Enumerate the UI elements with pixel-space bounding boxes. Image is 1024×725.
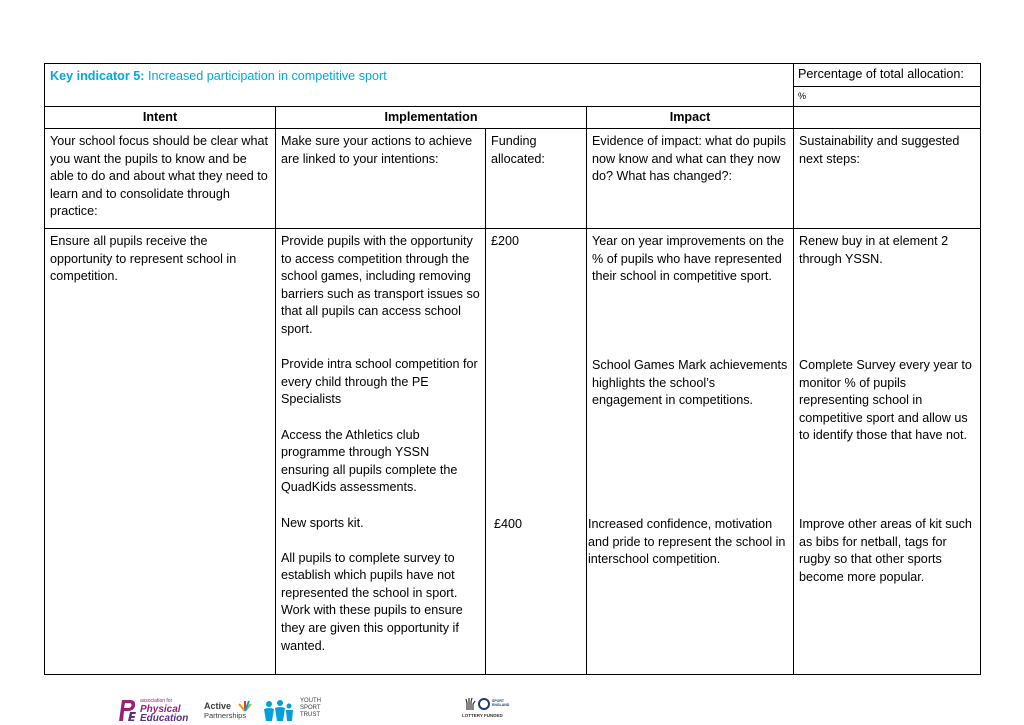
allocation-label: Percentage of total allocation: xyxy=(798,67,964,81)
sustainability-guidance xyxy=(794,129,981,229)
afpe-line3: Education xyxy=(140,713,189,724)
yst-line1: YOUTH xyxy=(300,698,321,704)
funding-guidance-text: Funding allocated: xyxy=(491,134,545,166)
impact-item: Increased confidence, motivation and pride to represent the school in interschool competition. xyxy=(588,517,786,567)
afpe-logo xyxy=(116,697,200,723)
funding-content xyxy=(486,229,587,675)
intent-guidance xyxy=(45,129,276,229)
yst-line3: TRUST xyxy=(300,712,320,718)
afpe-line1: association for xyxy=(140,698,173,704)
intent-column-header xyxy=(45,107,276,129)
intent-content xyxy=(45,229,276,675)
allocation-value: % xyxy=(798,91,807,101)
implementation-item: Provide pupils with the opportunity to access competition through the school games, including removing barriers such as transport issues so that all pupils can access school sport. xyxy=(281,234,480,336)
implementation-content xyxy=(276,229,486,675)
key-indicator-text: Increased participation in competitive sport xyxy=(147,69,387,83)
key-indicator-heading xyxy=(45,64,794,107)
key-indicator-label: Key indicator 5: xyxy=(50,69,145,83)
sport-england-text: SPORT ENGLAND xyxy=(492,699,510,707)
allocation-value-cell xyxy=(794,87,981,107)
impact-item: School Games Mark achievements highlights the school’s engagement in competitions. xyxy=(592,358,788,408)
blank-column-header xyxy=(794,107,981,129)
key-indicator-table xyxy=(44,63,981,675)
sustainability-item: Complete Survey every year to monitor % of pupils representing school in competitive sport and allow us to identify those that have not. xyxy=(799,358,972,443)
funding-amount: £400 xyxy=(494,517,523,531)
intent-text: Ensure all pupils receive the opportunity to represent school in competition. xyxy=(50,234,237,284)
yst-line2: SPORT xyxy=(300,705,321,711)
sunburst-icon xyxy=(238,700,252,712)
lottery-fingers-icon xyxy=(464,697,476,711)
implementation-header-text: Implementation xyxy=(384,110,478,124)
funding-guidance xyxy=(486,129,587,229)
active-line1: Active xyxy=(204,701,232,711)
intent-header-text: Intent xyxy=(142,110,178,124)
lottery-funded-text: LOTTERY FUNDED xyxy=(462,713,503,718)
implementation-guidance-text: Make sure your actions to achieve are linked to your intentions: xyxy=(281,134,473,166)
impact-column-header xyxy=(587,107,794,129)
sport-england-icon xyxy=(478,698,490,710)
funding-amount: £200 xyxy=(491,234,520,248)
active-partnerships-logo xyxy=(204,701,258,723)
implementation-item: Access the Athletics club programme through YSSN ensuring all pupils complete the QuadKids assessments. xyxy=(281,427,458,495)
lottery-funded-logo xyxy=(462,697,516,725)
intent-guidance-text: Your school focus should be clear what you want the pupils to know and be able to do and about what they need to learn and to consolidate through practice: xyxy=(50,134,268,219)
impact-item: Year on year improvements on the % of pupils who have represented their school in competitive sport. xyxy=(592,234,785,284)
impact-guidance xyxy=(587,129,794,229)
impact-header-text: Impact xyxy=(669,110,711,124)
sustainability-item: Improve other areas of kit such as bibs for netball, tags for rugby so that other sports become more popular. xyxy=(799,517,972,584)
implementation-item: New sports kit. xyxy=(281,515,364,530)
afpe-line2: Physical xyxy=(140,704,181,715)
youth-sport-trust-logo xyxy=(262,697,332,725)
implementation-item: All pupils to complete survey to establish which pupils have not represented the school in sport. Work with these pupils to ensure they are given this opportunity if wanted. xyxy=(281,550,463,653)
sustainability-guidance-text: Sustainability and suggested next steps: xyxy=(799,134,960,166)
impact-guidance-text: Evidence of impact: what do pupils now know and what can they now do? What has changed?: xyxy=(592,134,786,184)
afpe-mark-icon xyxy=(116,697,138,723)
footer-logos xyxy=(0,697,1024,725)
impact-content xyxy=(587,229,794,675)
implementation-column-header xyxy=(276,107,587,129)
active-line2: Partnerships xyxy=(204,711,247,720)
allocation-label-cell xyxy=(794,64,981,87)
yst-figures-icon xyxy=(262,699,294,723)
implementation-guidance xyxy=(276,129,486,229)
sustainability-content xyxy=(794,229,981,675)
implementation-item: Provide intra school competition for every child through the PE Specialists xyxy=(281,357,478,407)
sustainability-item: Renew buy in at element 2 through YSSN. xyxy=(799,234,949,266)
